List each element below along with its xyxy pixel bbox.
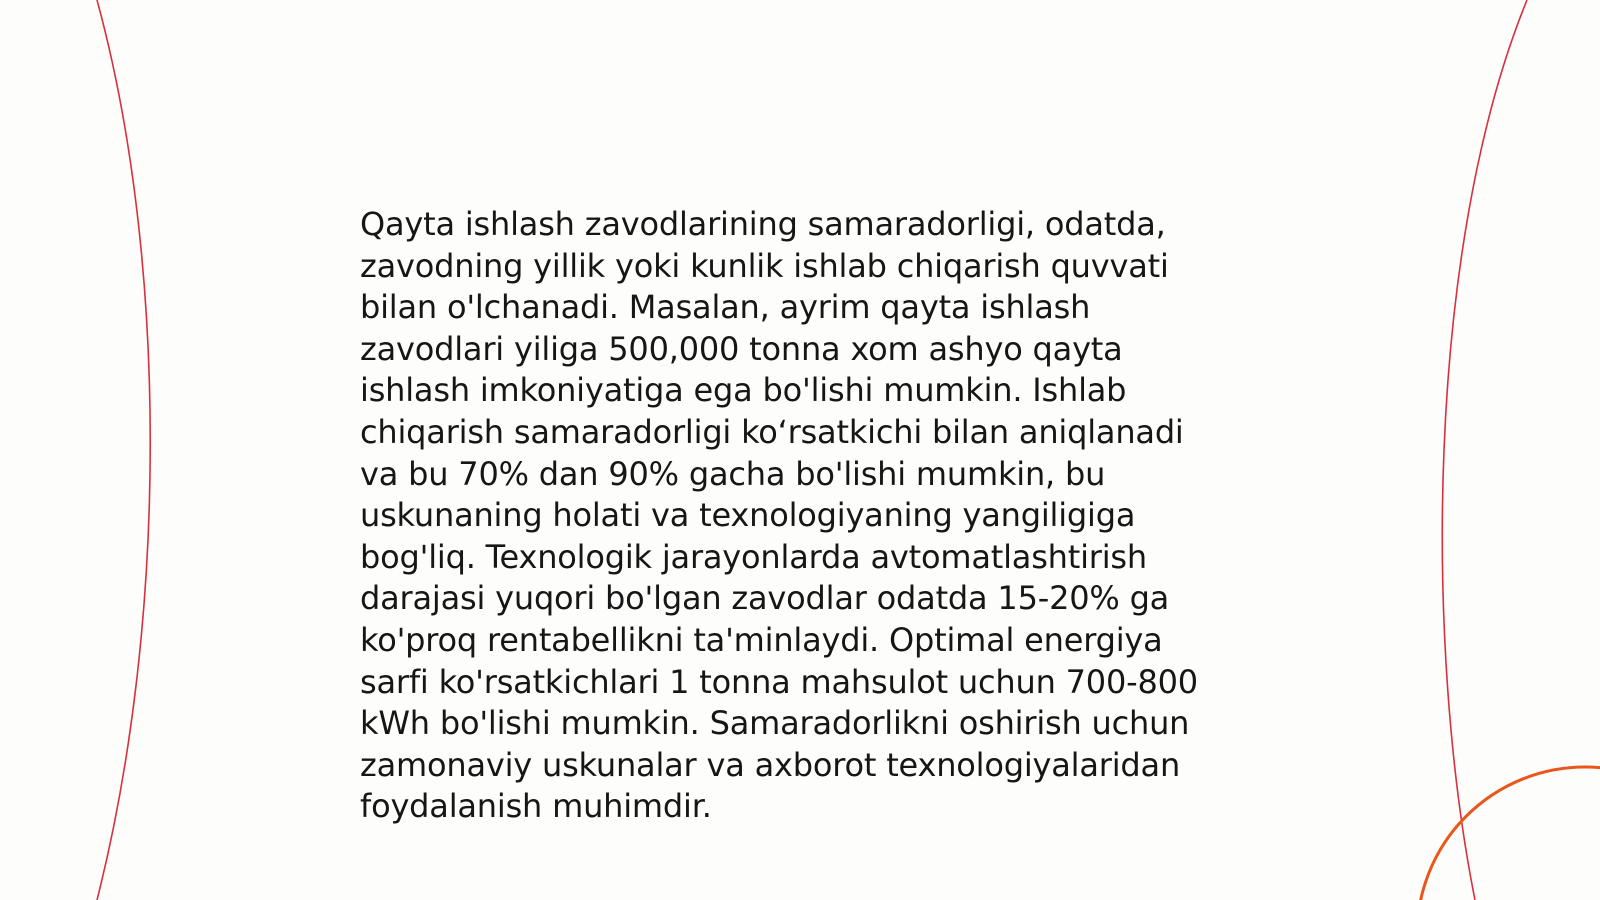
accent-arc — [1417, 767, 1600, 900]
body-paragraph: Qayta ishlash zavodlarining samaradorligi, odatda, zavodning yillik yoki kunlik ishlab chiqarish quvvati bilan o'lchanadi. Masalan, ayrim qayta ishlash zavodlari yiliga 500,000 tonna xom ashyo qayta ishlash imkoniyatiga ega bo'lishi mumkin. Ishlab chiqarish samaradorligi ko‘rsatkichi bilan aniqlanadi va bu 70% dan 90% gacha bo'lishi mumkin, bu uskunaning holati va texnologiyaning yangiligiga bog'liq. Texnologik jarayonlarda avtomatlashtirish darajasi yuqori bo'lgan zavodlar odatda 15-20% ga ko'proq rentabellikni ta'minlaydi. Optimal energiya sarfi ko'rsatkichlari 1 tonna mahsulot uchun 700-800 kWh bo'lishi mumkin. Samaradorlikni oshirish uchun zamonaviy uskunalar va axborot texnologiyalaridan foydalanish muhimdir. — [360, 205, 1198, 826]
left-curve-line — [97, 0, 150, 900]
right-curve-line — [1442, 0, 1527, 900]
